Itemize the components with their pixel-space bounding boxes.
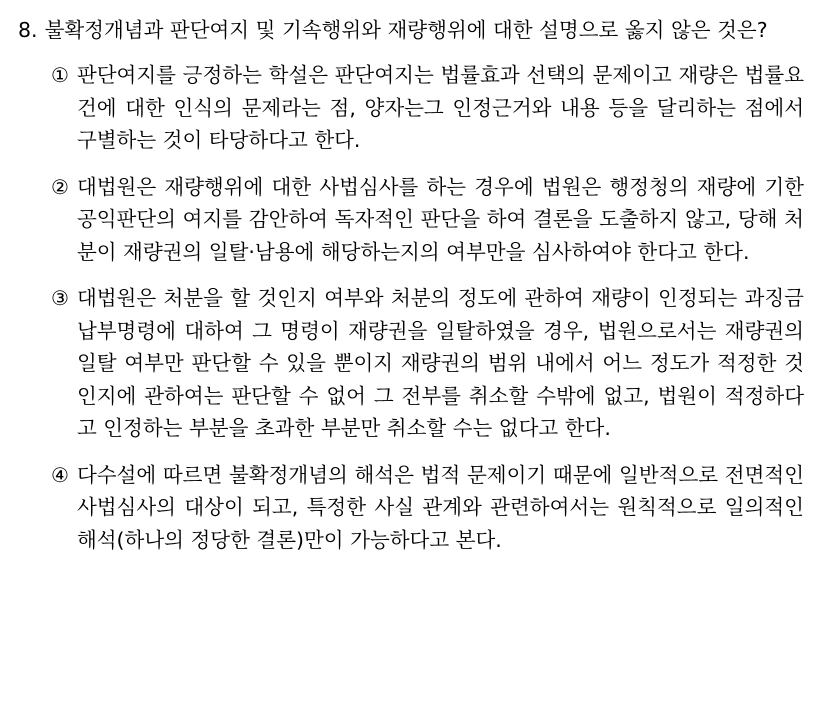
choice-text-3: 대법원은 처분을 할 것인지 여부와 처분의 정도에 관하여 재량이 인정되는 과징금 납부명령에 대하여 그 명령이 재량권을 일탈하였을 경우, 법원으로서는 재량권의 일탈 여부만 판단할 수 있을 뿐이지 재량권의 범위 내에서 어느 정도가 적정한 것인지에 관하여는 판단할 수 없어 그 전부를 취소할 수밖에 없고, 법원이 적정하다고 인정하는 부분을 초과한 부분만 취소할 수는 없다고 한다.	[76, 286, 804, 440]
choice-option-3[interactable]	[51, 282, 804, 445]
choice-option-4[interactable]	[51, 459, 804, 557]
choice-text-2: 대법원은 재량행위에 대한 사법심사를 하는 경우에 법원은 행정청의 재량에 기한 공익판단의 여지를 감안하여 독자적인 판단을 하여 결론을 도출하지 않고, 당해 처분이 재량권의 일탈·남용에 해당하는지의 여부만을 심사하여야 한다고 한다.	[76, 174, 804, 264]
choice-list	[18, 59, 804, 556]
question-number: 8.	[18, 18, 38, 42]
question-block	[18, 14, 804, 47]
choice-text-4: 다수설에 따르면 불확정개념의 해석은 법적 문제이기 때문에 일반적으로 전면적인 사법심사의 대상이 되고, 특정한 사실 관계와 관련하여서는 원칙적으로 일의적인 해석(하나의 정당한 결론)만이 가능하다고 본다.	[76, 462, 804, 552]
choice-marker-4: ④	[51, 462, 69, 487]
choice-option-2[interactable]	[51, 171, 804, 269]
choice-option-1[interactable]	[51, 59, 804, 157]
choice-text-1: 판단여지를 긍정하는 학설은 판단여지는 법률효과 선택의 문제이고 재량은 법률요건에 대한 인식의 문제라는 점, 양자는그 인정근거와 내용 등을 달리하는 점에서 구별하는 것이 타당하다고 한다.	[76, 63, 804, 152]
question-text: 불확정개념과 판단여지 및 기속행위와 재량행위에 대한 설명으로 옳지 않은 것은?	[44, 18, 768, 42]
choice-marker-3: ③	[51, 286, 69, 310]
choice-marker-1: ①	[51, 63, 69, 87]
choice-marker-2: ②	[51, 174, 69, 199]
